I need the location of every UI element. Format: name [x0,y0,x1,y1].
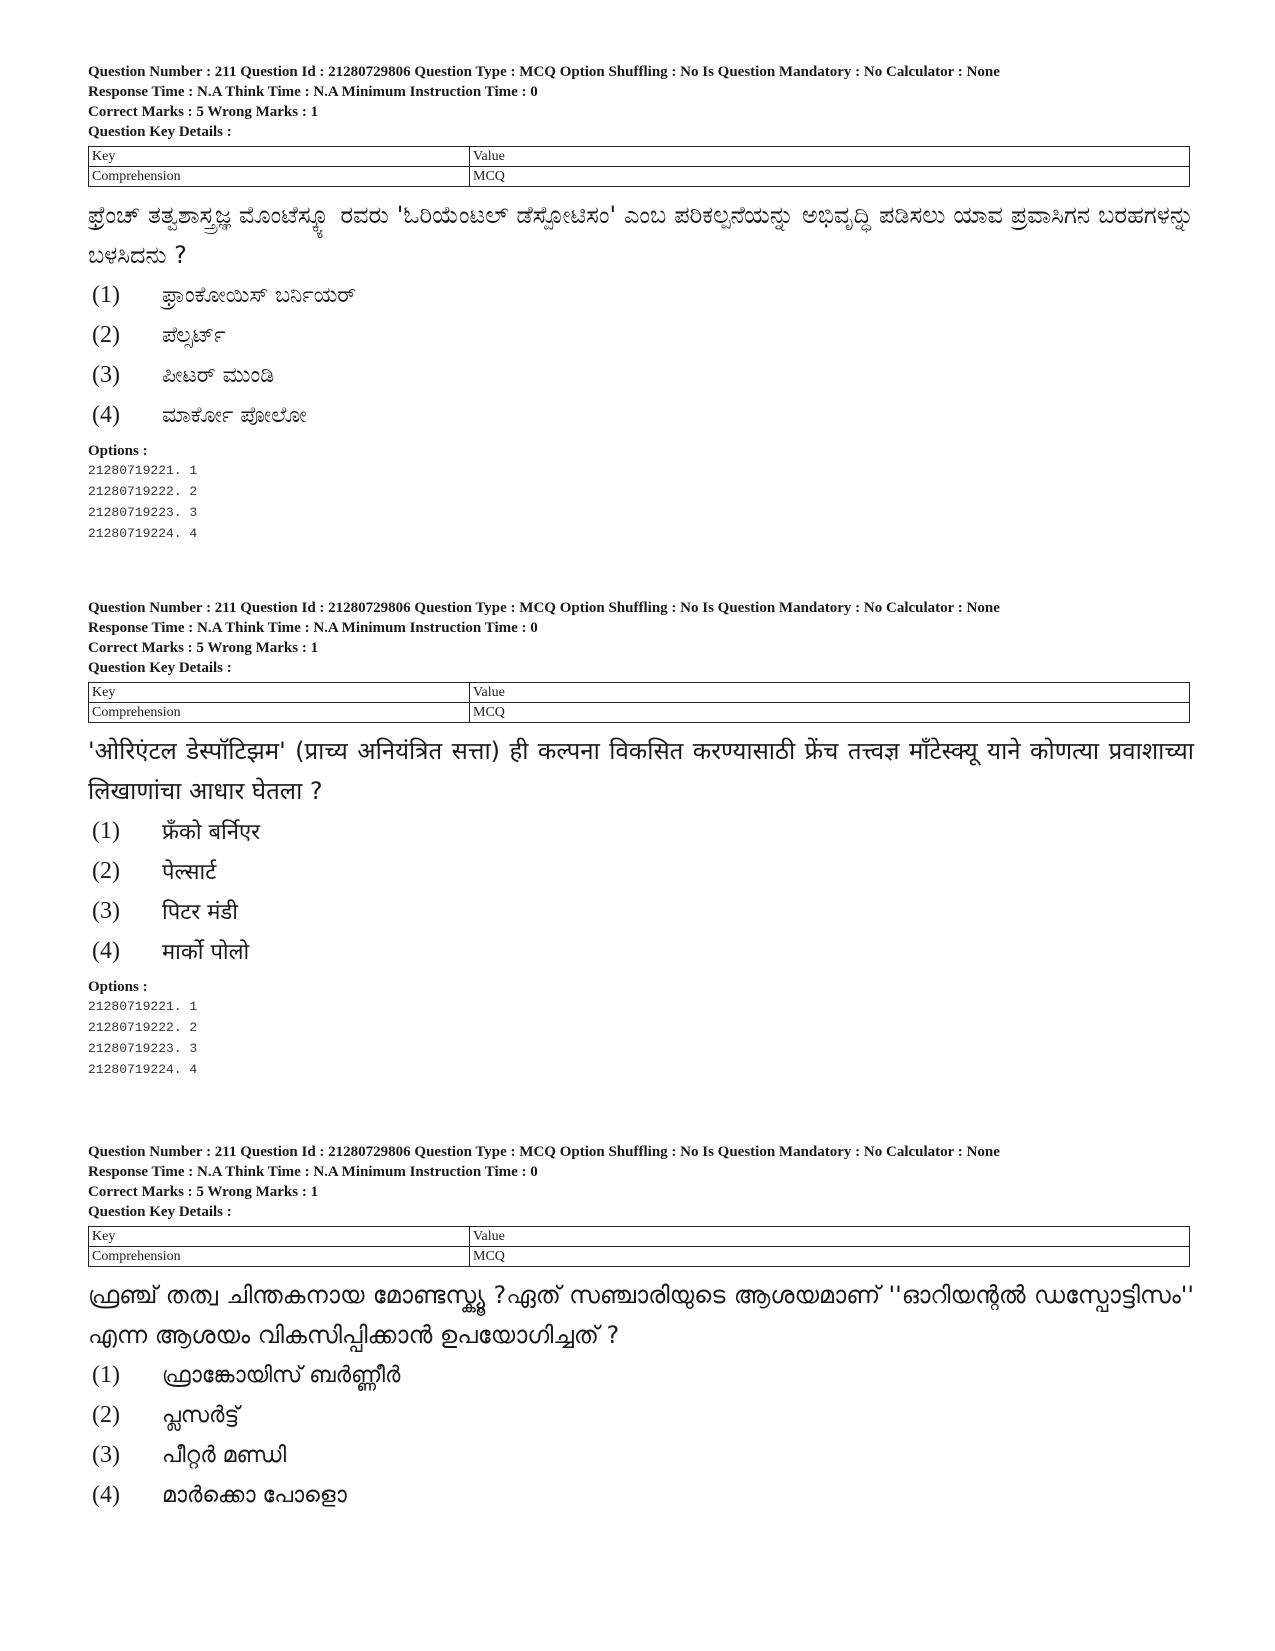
question-text: 'ओरिएंटल डेस्पॉटिझम' (प्राच्य अनियंत्रित सत्ता) ही कल्पना विकसित करण्यासाठी फ्रेंच तत्त्वज्ञ मॉंटेस्क्यू याने कोणत्या प्रवाशाच्या लिखाणांचा आधार घेतला ? [88,737,1194,805]
response-time: Response Time : N.A Think Time : N.A Minimum Instruction Time : 0 [88,620,538,636]
question-block-2 [88,598,1198,1080]
marks: Correct Marks : 5 Wrong Marks : 1 [88,640,319,656]
option-text: मार्को पोलो [162,940,250,965]
key-cell: Comprehension [89,167,470,187]
option-number: (1) [92,1361,120,1388]
key-header: Key [89,147,470,167]
options-label: Options : [88,979,148,995]
response-time: Response Time : N.A Think Time : N.A Minimum Instruction Time : 0 [88,84,538,100]
question-meta: Question Number : 211 Question Id : 21280729806 Question Type : MCQ Option Shuffling : No Is Question Mandatory : No Calculator : None [88,600,1000,616]
option-id: 21280719222. 2 [88,484,198,499]
question-block-1 [88,62,1198,544]
value-cell: MCQ [470,1247,1190,1267]
option-3 [88,1435,1198,1475]
option-number: (4) [92,937,120,964]
value-cell: MCQ [470,167,1190,187]
option-number: (2) [92,321,120,348]
option-id: 21280719223. 3 [88,1041,198,1056]
response-time: Response Time : N.A Think Time : N.A Minimum Instruction Time : 0 [88,1164,538,1180]
option-number: (1) [92,817,120,844]
option-id: 21280719224. 4 [88,526,198,541]
marks: Correct Marks : 5 Wrong Marks : 1 [88,1184,319,1200]
option-4 [88,1475,1198,1515]
option-2 [88,1395,1198,1435]
key-details-label: Question Key Details : [88,660,232,676]
option-text: ಫ್ರಾಂಕೋಯಿಸ್ ಬರ್ನಿಯರ್ [162,282,357,308]
option-4 [88,395,1198,435]
key-header: Key [89,683,470,703]
option-text: फ्रँको बर्निएर [162,820,261,845]
key-cell: Comprehension [89,703,470,723]
key-table [88,1226,1190,1267]
question-block-3 [88,1142,1198,1515]
key-header: Key [89,1227,470,1247]
option-id: 21280719222. 2 [88,1020,198,1035]
value-header: Value [470,683,1190,703]
option-4 [88,931,1198,971]
key-cell: Comprehension [89,1247,470,1267]
key-table [88,682,1190,723]
option-number: (2) [92,857,120,884]
value-header: Value [470,1227,1190,1247]
option-1 [88,811,1198,851]
marks: Correct Marks : 5 Wrong Marks : 1 [88,104,319,120]
options-label: Options : [88,443,148,459]
option-number: (4) [92,1481,120,1508]
option-text: पेल्सार्ट [162,860,217,885]
option-text: മാർക്കൊ പോളൊ [162,1482,347,1508]
question-text: ഫ്രഞ്ച് തത്വ ചിന്തകനായ മോണ്ടസ്ക്യൂ ?ഏത് സഞ്ചാരിയുടെ ആശയമാണ് ''ഓറിയന്റൽ ഡസ്പോട്ടിസം'' എന്ന ആശയം വികസിപ്പിക്കാൻ ഉപയോഗിച്ചത് ? [88,1281,1194,1349]
option-number: (3) [92,897,120,924]
value-header: Value [470,147,1190,167]
option-text: ಪೆಲ್ಸರ್ಟ್ [162,322,226,348]
key-details-label: Question Key Details : [88,124,232,140]
option-1 [88,275,1198,315]
option-number: (4) [92,401,120,428]
option-id: 21280719221. 1 [88,999,198,1014]
option-text: पिटर मंडी [162,900,238,925]
option-1 [88,1355,1198,1395]
option-number: (3) [92,361,120,388]
option-text: പ്ലസർട്ട് [162,1402,240,1428]
option-id: 21280719224. 4 [88,1062,198,1077]
option-id: 21280719221. 1 [88,463,198,478]
option-2 [88,851,1198,891]
option-3 [88,891,1198,931]
option-id: 21280719223. 3 [88,505,198,520]
question-meta: Question Number : 211 Question Id : 21280729806 Question Type : MCQ Option Shuffling : No Is Question Mandatory : No Calculator : None [88,64,1000,80]
option-text: പീറ്റർ മണ്ഡി [162,1442,287,1468]
option-2 [88,315,1198,355]
key-details-label: Question Key Details : [88,1204,232,1220]
option-number: (2) [92,1401,120,1428]
option-text: ಮಾರ್ಕೋ ಪೋಲೋ [162,402,307,428]
key-table [88,146,1190,187]
value-cell: MCQ [470,703,1190,723]
option-number: (1) [92,281,120,308]
option-number: (3) [92,1441,120,1468]
question-text: ಫ್ರೆಂಚ್ ತತ್ವಶಾಸ್ತ್ರಜ್ಞ ಮೊಂಟೆಸ್ಕ್ಯೂ ರವರು 'ಓರಿಯೆಂಟಲ್ ಡೆಸ್ಪೋಟಿಸಂ' ಎಂಬ ಪರಿಕಲ್ಪನೆಯನ್ನು ಅಭಿವೃದ್ಧಿ ಪಡಿಸಲು ಯಾವ ಪ್ರವಾಸಿಗನ ಬರಹಗಳನ್ನು ಬಳಸಿದನು ? [88,201,1194,269]
option-3 [88,355,1198,395]
option-text: ഫ്രാങ്കോയിസ് ബർണ്ണീർ [162,1362,401,1388]
option-text: ಪೀಟರ್ ಮುಂಡಿ [162,362,275,388]
question-meta: Question Number : 211 Question Id : 21280729806 Question Type : MCQ Option Shuffling : No Is Question Mandatory : No Calculator : None [88,1144,1000,1160]
